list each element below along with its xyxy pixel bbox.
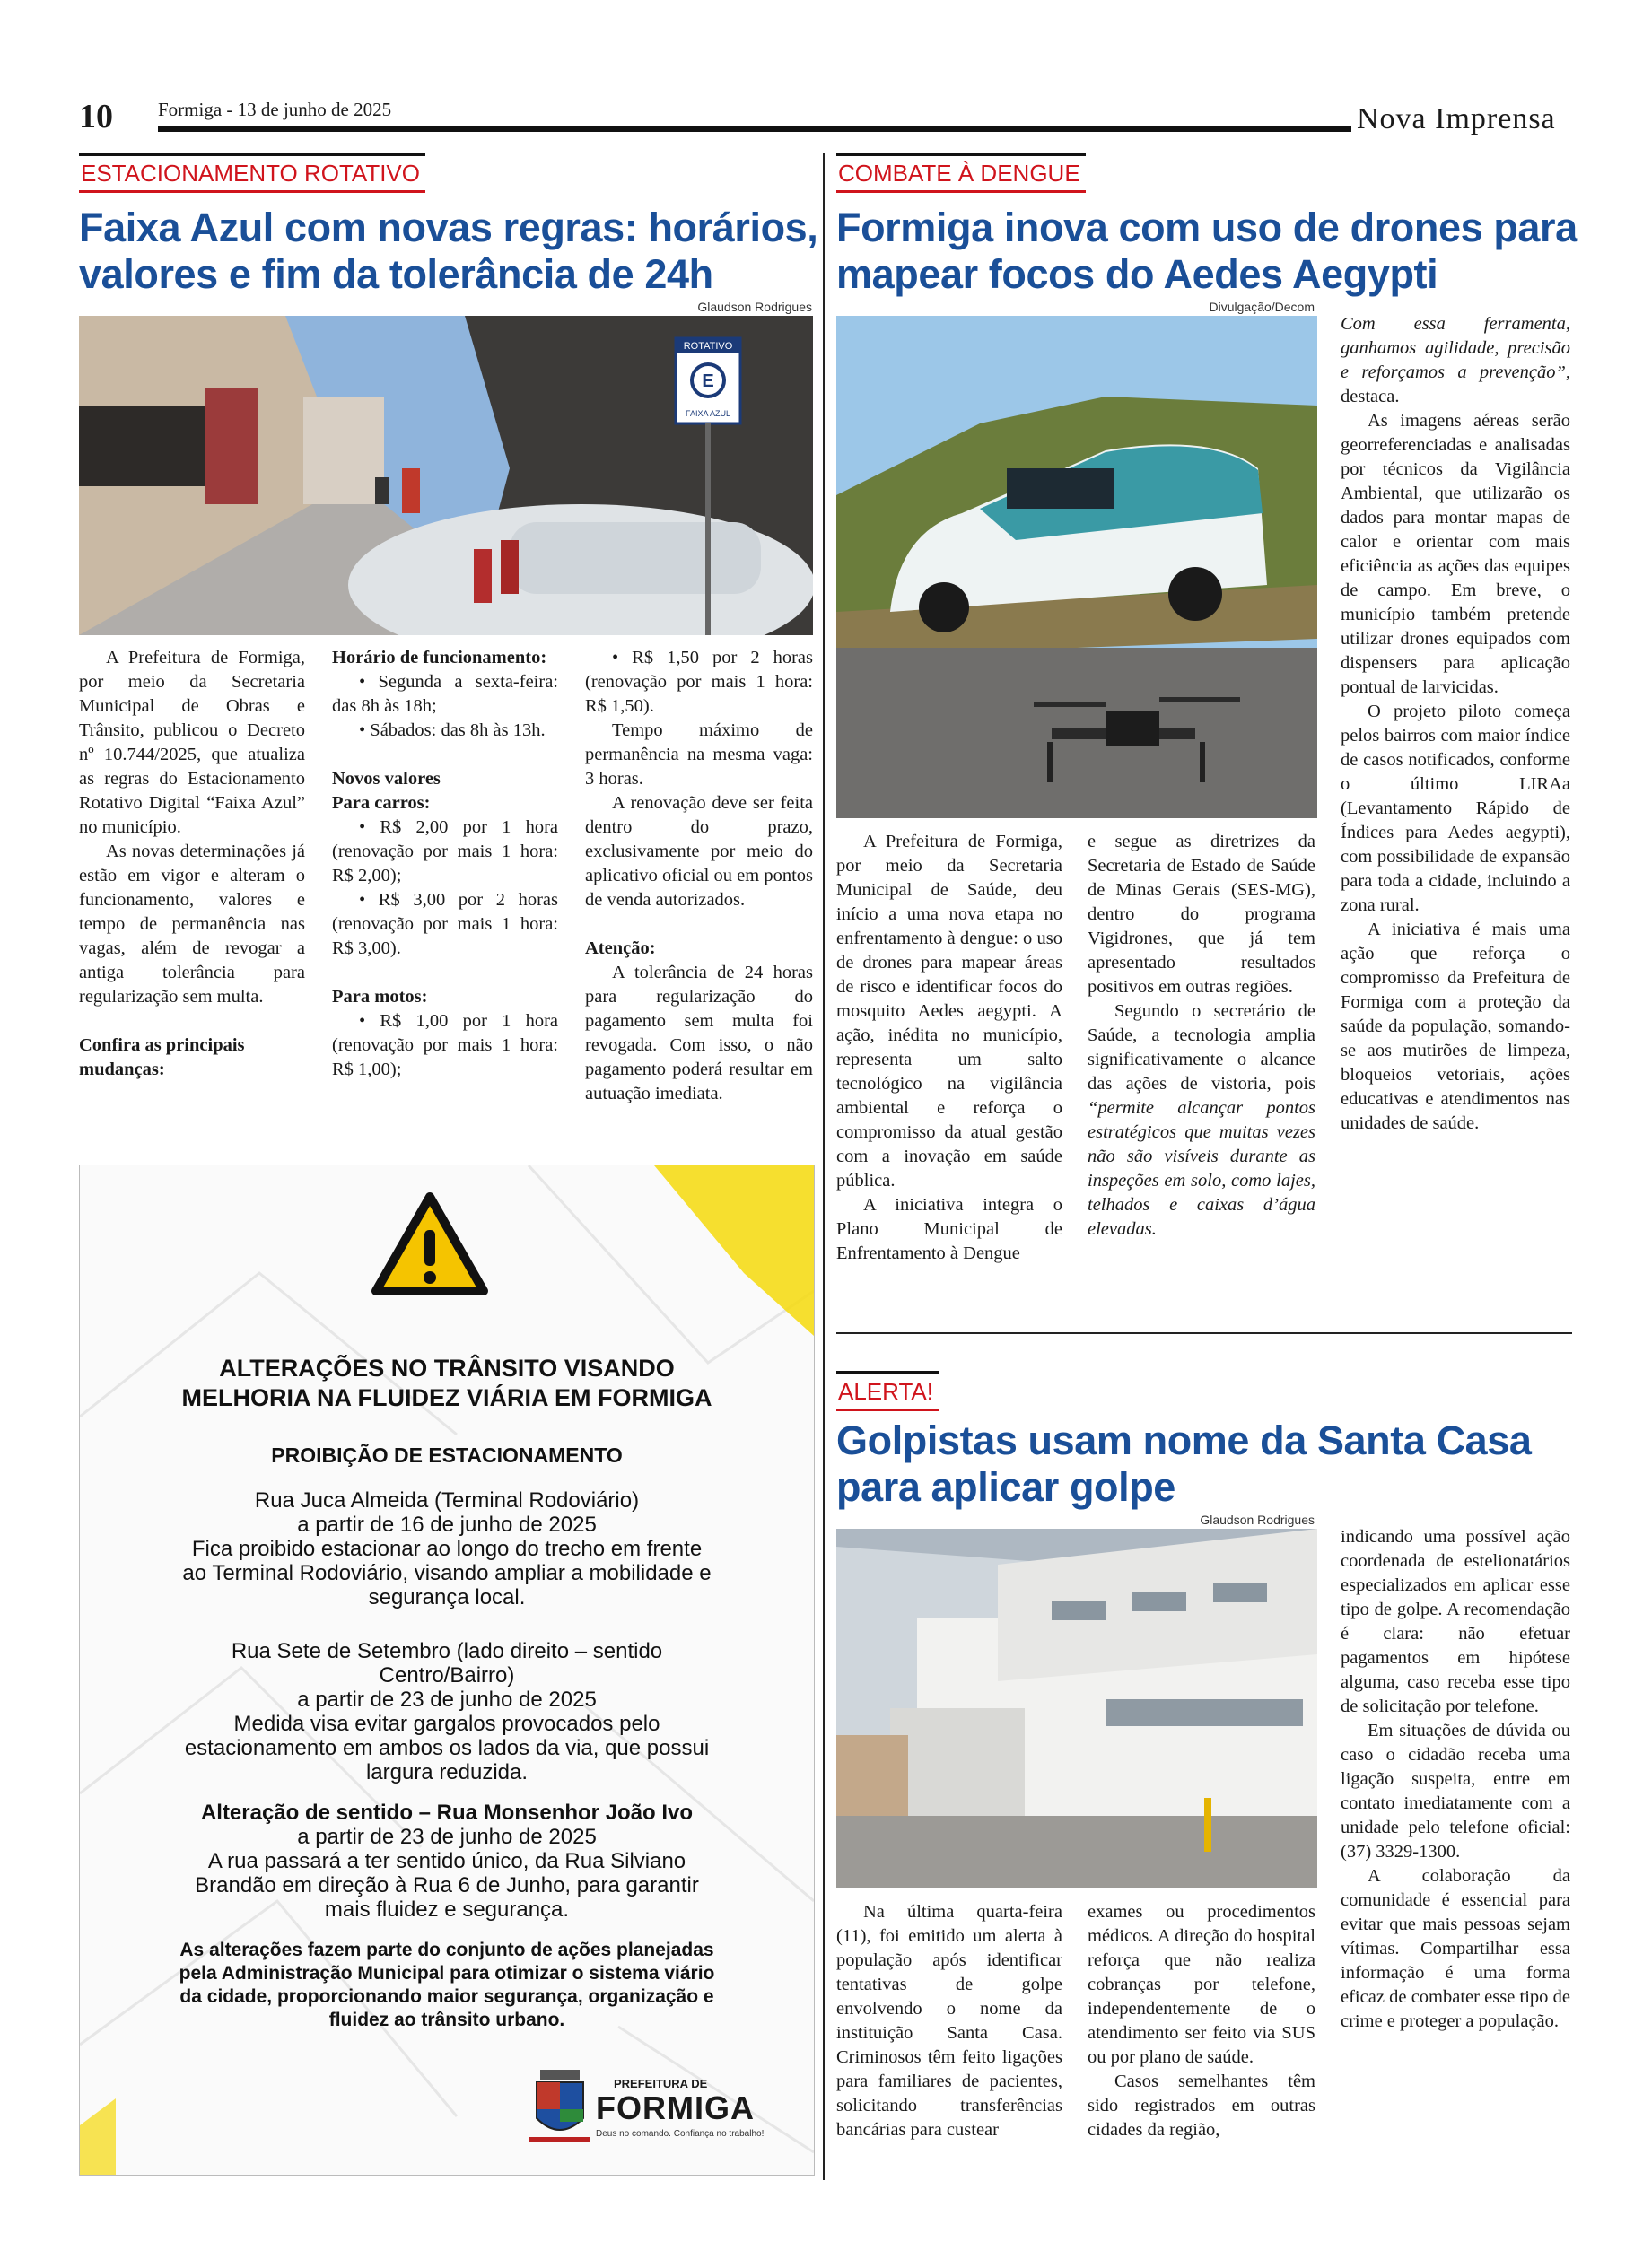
- list-item: • R$ 1,50 por 2 horas (renovação por mais 1 hora: R$ 1,50).: [585, 648, 813, 716]
- headline-golpistas: [836, 1418, 1581, 1511]
- paragraph: A renovação deve ser feita dentro do prazo, exclusivamente por meio do aplicativo oficial ou em pontos de venda autorizados.: [585, 793, 813, 910]
- notice-line: Medida visa evitar gargalos provocados pelo: [233, 1712, 660, 1736]
- headline-line: mapear focos do Aedes Aegypti: [836, 251, 1438, 297]
- subhead: Horário de funcionamento:: [332, 648, 547, 667]
- sign-rotativo-text: ROTATIVO: [683, 341, 733, 352]
- notice-line: largura reduzida.: [365, 1760, 529, 1784]
- notice-line-bold: Alteração de sentido – Rua Monsenhor João Ivo: [200, 1801, 694, 1825]
- notice-footer: [80, 1939, 814, 2032]
- notice-line: a partir de 23 de junho de 2025: [297, 1825, 597, 1849]
- notice-line: estacionamento em ambos os lados da via, que possui: [184, 1736, 710, 1760]
- article1-col3: [585, 646, 813, 1106]
- kicker-alerta: ALERTA!: [836, 1371, 939, 1411]
- quote-text: “permite alcançar pontos estratégicos que muitas vezes não são visíveis durante as inspeções em solo, como lajes, telhados e caixas d’água elevadas.: [1088, 1098, 1315, 1239]
- logo-name: FORMIGA: [596, 2089, 755, 2126]
- article3-col1: [836, 1900, 1062, 2142]
- notice-block-1: [80, 1488, 814, 1609]
- traffic-notice: [79, 1165, 815, 2176]
- page-number: 10: [79, 98, 113, 135]
- subhead: Atenção:: [585, 938, 656, 958]
- paragraph: [1088, 999, 1315, 1242]
- quote-text: Com essa ferramenta, ganhamos agilidade, precisão e reforçamos a prevenção”: [1341, 314, 1570, 382]
- section-divider: [836, 1332, 1572, 1334]
- list-item: • R$ 2,00 por 1 hora (renovação por mais 1 hora: R$ 2,00);: [332, 817, 558, 885]
- notice-line: Brandão em direção à Rua 6 de Junho, para garantir: [195, 1873, 699, 1897]
- headline-line: para aplicar golpe: [836, 1464, 1175, 1510]
- street-photo: [79, 316, 813, 635]
- headline-line: Formiga inova com uso de drones para: [836, 205, 1577, 250]
- notice-title-line: MELHORIA NA FLUIDEZ VIÁRIA EM FORMIGA: [181, 1384, 712, 1411]
- paragraph: O projeto piloto começa pelos bairros com maior índice de casos notificados, conforme o último LIRAa (Levantamento Rápido de Índices para Aedes aegypti), com possibilidade de expansão para toda a cidade, incluindo a zona rural.: [1341, 702, 1570, 915]
- photo-credit: Divulgação/Decom: [1209, 300, 1315, 314]
- article2-col2: [1088, 830, 1315, 1242]
- date-line: Formiga - 13 de junho de 2025: [158, 99, 392, 120]
- publication-name: Nova Imprensa: [1357, 102, 1556, 135]
- paragraph: Em situações de dúvida ou caso o cidadão receba uma ligação suspeita, entre em contato imediatamente com a unidade pelo telefone oficial: (37) 3329-1300.: [1341, 1721, 1570, 1862]
- notice-title: [80, 1354, 814, 1413]
- list-item: • R$ 1,00 por 1 hora (renovação por mais 1 hora: R$ 1,00);: [332, 1011, 558, 1079]
- headline-line: Faixa Azul com novas regras: horários,: [79, 205, 818, 250]
- paragraph-bold: Confira as principais mudanças:: [79, 1035, 245, 1079]
- logo-slogan: Deus no comando. Confiança no trabalho!: [596, 2129, 765, 2139]
- notice-line: Rua Juca Almeida (Terminal Rodoviário): [254, 1488, 640, 1513]
- subhead: Para motos:: [332, 987, 428, 1007]
- warning-icon: [376, 1197, 484, 1291]
- paragraph: Casos semelhantes têm sido registrados em outras cidades da região,: [1088, 2072, 1315, 2140]
- notice-line: Centro/Bairro): [379, 1663, 515, 1688]
- logo-top-text: PREFEITURA DE: [614, 2077, 708, 2090]
- subhead: Para carros:: [332, 793, 431, 813]
- notice-line: A rua passará a ter sentido único, da Rua Silviano: [207, 1849, 686, 1873]
- notice-line: ao Terminal Rodoviário, visando ampliar a mobilidade e: [182, 1561, 712, 1585]
- list-item: • R$ 3,00 por 2 horas (renovação por mais 1 hora: R$ 3,00).: [332, 890, 558, 958]
- paragraph-text: , destaca.: [1341, 362, 1570, 406]
- photo-credit: Glaudson Rodrigues: [1200, 1513, 1315, 1527]
- paragraph: A colaboração da comunidade é essencial para evitar que mais pessoas sejam vítimas. Compartilhar essa informação é uma forma eficaz de combater esse tipo de crime e proteger a população.: [1341, 1866, 1570, 2031]
- subhead: Novos valores: [332, 769, 441, 789]
- paragraph: A Prefeitura de Formiga, por meio da Secretaria Municipal de Saúde, deu início a uma nova etapa no enfrentamento à dengue: o uso de drones para mapear áreas de risco e identificar focos do mosquito Aedes aegypti. A ação, inédita no município, representa um salto tecnológico na vigilância ambiental e reforça o compromisso da atual gestão com a inovação em saúde pública.: [836, 832, 1062, 1191]
- paragraph: A iniciativa integra o Plano Municipal de Enfrentamento à Dengue: [836, 1195, 1062, 1263]
- notice-line: a partir de 16 de junho de 2025: [297, 1513, 597, 1537]
- paragraph: Tempo máximo de permanência na mesma vaga: 3 horas.: [585, 720, 813, 789]
- notice-line: As alterações fazem parte do conjunto de ações planejadas: [179, 1940, 714, 1960]
- sign-faixa-azul-text: FAIXA AZUL: [685, 409, 731, 418]
- kicker-dengue: COMBATE À DENGUE: [836, 153, 1086, 193]
- headline-line: Golpistas usam nome da Santa Casa: [836, 1418, 1532, 1463]
- notice-block-3: [80, 1801, 814, 1922]
- notice-line: pela Administração Municipal para otimizar o sistema viário: [179, 1963, 715, 1984]
- notice-line: Fica proibido estacionar ao longo do trecho em frente: [191, 1537, 703, 1561]
- article1-col2: [332, 646, 558, 1082]
- paragraph: indicando uma possível ação coordenada de estelionatários especializados em aplicar esse tipo de golpe. A recomendação é clara: não efetuar pagamentos em hipótese alguma, caso receba esse tipo de solicitação por telefone.: [1341, 1527, 1570, 1716]
- drone-photo: [836, 316, 1317, 818]
- header-rule: [158, 126, 1351, 132]
- paragraph: As imagens aéreas serão georreferenciadas e analisadas por técnicos da Vigilância Ambiental, que utilizarão os dados para montar mapas de calor e orientar com mais eficiência as ações das equipes de campo. Em breve, o município também pretende utilizar drones equipados com dispensers para aplicação pontual de larvicidas.: [1341, 411, 1570, 697]
- headline-drones: [836, 205, 1581, 298]
- paragraph: As novas determinações já estão em vigor e alteram o funcionamento, valores e tempo de permanência nas vagas, além de revogar a antiga tolerância para regularização sem multa.: [79, 842, 305, 1007]
- notice-subtitle: PROIBIÇÃO DE ESTACIONAMENTO: [271, 1444, 623, 1467]
- notice-line: Rua Sete de Setembro (lado direito – sentido: [231, 1639, 663, 1663]
- paragraph: exames ou procedimentos médicos. A direção do hospital reforça que não realiza cobranças por telefone, independentemente de o atendimento ser feito via SUS ou por plano de saúde.: [1088, 1902, 1315, 2067]
- paragraph-text: Segundo o secretário de Saúde, a tecnologia amplia significativamente o alcance das ações de vistoria, pois: [1088, 1001, 1315, 1094]
- headline-faixa-azul: [79, 205, 824, 298]
- notice-line: da cidade, proporcionando maior segurança, organização e: [179, 1986, 714, 2007]
- notice-title-line: ALTERAÇÕES NO TRÂNSITO VISANDO: [219, 1355, 675, 1382]
- svg-text:E: E: [702, 371, 714, 391]
- paragraph: Na última quarta-feira (11), foi emitido um alerta à população após identificar tentativas de golpe envolvendo o nome da instituição Santa Casa. Criminosos têm feito ligações para familiares de pacientes, solicitando transferências bancárias para custear: [836, 1902, 1062, 2140]
- column-divider: [823, 153, 825, 2180]
- article3-col3: [1341, 1525, 1570, 2034]
- prefeitura-logo: [524, 2063, 793, 2152]
- list-item: • Sábados: das 8h às 13h.: [359, 720, 546, 740]
- coat-of-arms-icon: [524, 2063, 596, 2152]
- article3-col2: [1088, 1900, 1315, 2142]
- article2-col1: [836, 830, 1062, 1266]
- headline-line: valores e fim da tolerância de 24h: [79, 251, 713, 297]
- paragraph: A tolerância de 24 horas para regularização do pagamento sem multa foi revogada. Com isso, o não pagamento poderá resultar em autuação imediata.: [585, 963, 813, 1103]
- article2-col3: [1341, 312, 1570, 1136]
- article1-col1: [79, 646, 305, 1082]
- notice-line: mais fluidez e segurança.: [324, 1897, 570, 1922]
- notice-line: a partir de 23 de junho de 2025: [297, 1688, 597, 1712]
- paragraph: A Prefeitura de Formiga, por meio da Secretaria Municipal de Obras e Trânsito, publicou o Decreto nº 10.744/2025, que atualiza as regras do Estacionamento Rotativo Digital “Faixa Azul” no município.: [79, 648, 305, 837]
- paragraph: e segue as diretrizes da Secretaria de Estado de Saúde de Minas Gerais (SES-MG), dentro do programa Vigidrones, que já tem apresentado resultados positivos em outras regiões.: [1088, 832, 1315, 997]
- photo-credit: Glaudson Rodrigues: [697, 300, 812, 314]
- kicker-estacionamento: ESTACIONAMENTO ROTATIVO: [79, 153, 425, 193]
- notice-line: fluidez ao trânsito urbano.: [328, 2010, 565, 2030]
- paragraph: A iniciativa é mais uma ação que reforça o compromisso da Prefeitura de Formiga com a proteção da saúde da população, somando-se aos mutirões de limpeza, bloqueios vetoriais, ações educativas e atendimentos nas unidades de saúde.: [1341, 920, 1570, 1133]
- hospital-photo: [836, 1529, 1317, 1888]
- notice-line: segurança local.: [368, 1585, 526, 1609]
- notice-block-2: [80, 1639, 814, 1784]
- list-item: • Segunda a sexta-feira: das 8h às 18h;: [332, 672, 558, 716]
